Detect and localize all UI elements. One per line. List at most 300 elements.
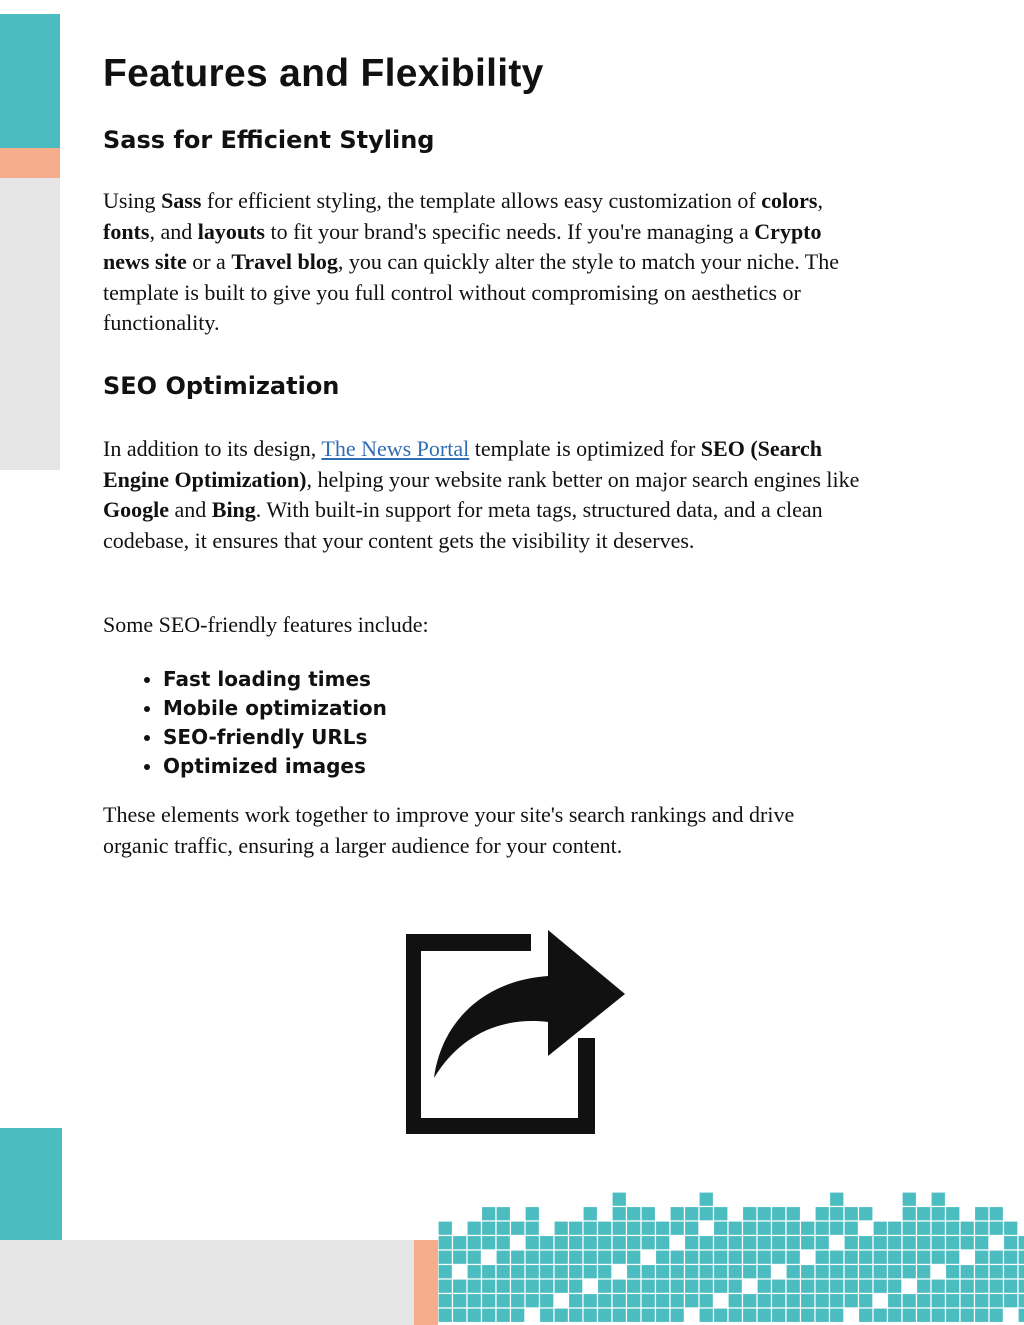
grid-cell (989, 1236, 1004, 1251)
grid-cell (685, 1207, 700, 1222)
grid-cell (627, 1250, 642, 1265)
grid-cell (931, 1250, 946, 1265)
grid-cell (960, 1294, 975, 1309)
grid-cell (699, 1221, 714, 1236)
grid-cell (743, 1221, 758, 1236)
grid-cell (496, 1207, 511, 1222)
grid-cell (1018, 1308, 1024, 1323)
gray-bottom-band (0, 1240, 414, 1325)
grid-cell (525, 1221, 540, 1236)
grid-cell (917, 1221, 932, 1236)
grid-cell (569, 1279, 584, 1294)
grid-cell (960, 1236, 975, 1251)
page-title: Features and Flexibility (103, 52, 544, 95)
grid-cell (743, 1207, 758, 1222)
grid-cell (612, 1221, 627, 1236)
grid-cell (482, 1221, 497, 1236)
grid-cell (801, 1265, 816, 1280)
grid-cell (975, 1308, 990, 1323)
grid-cell (511, 1265, 526, 1280)
grid-cell (612, 1294, 627, 1309)
grid-cell (830, 1279, 845, 1294)
grid-cell (453, 1265, 468, 1280)
grid-cell (496, 1236, 511, 1251)
grid-cell (757, 1221, 772, 1236)
grid-cell (772, 1265, 787, 1280)
grid-cell (1004, 1308, 1019, 1323)
bold-text: Google (103, 497, 169, 522)
grid-cell (801, 1279, 816, 1294)
grid-cell (699, 1250, 714, 1265)
grid-cell (1018, 1250, 1024, 1265)
grid-cell (772, 1308, 787, 1323)
grid-cell (612, 1207, 627, 1222)
grid-cell (815, 1265, 830, 1280)
grid-cell (960, 1308, 975, 1323)
grid-cell (772, 1207, 787, 1222)
grid-cell (656, 1308, 671, 1323)
grid-cell (1004, 1265, 1019, 1280)
grid-cell (554, 1221, 569, 1236)
grid-cell (873, 1308, 888, 1323)
grid-cell (627, 1265, 642, 1280)
list-item: • SEO-friendly URLs (163, 723, 387, 752)
grid-cell (772, 1250, 787, 1265)
bold-text: Travel blog (231, 249, 338, 274)
text-run: , helping your website rank better on major search engines like (306, 466, 860, 492)
grid-cell (1018, 1236, 1024, 1251)
grid-cell (699, 1207, 714, 1222)
grid-cell (467, 1279, 482, 1294)
grid-cell (931, 1265, 946, 1280)
grid-cell (467, 1294, 482, 1309)
grid-cell (554, 1250, 569, 1265)
grid-cell (554, 1308, 569, 1323)
grid-cell (815, 1279, 830, 1294)
grid-cell (728, 1265, 743, 1280)
grid-cell (801, 1236, 816, 1251)
grid-cell (482, 1265, 497, 1280)
grid-cell (467, 1236, 482, 1251)
grid-cell (685, 1221, 700, 1236)
grid-cell (859, 1221, 874, 1236)
grid-cell (525, 1236, 540, 1251)
grid-cell (757, 1236, 772, 1251)
grid-cell (975, 1250, 990, 1265)
grid-cell (786, 1265, 801, 1280)
features-intro: Some SEO-friendly features include: (103, 612, 429, 637)
grid-cell (902, 1279, 917, 1294)
grid-cell (873, 1265, 888, 1280)
text-run: , (817, 188, 823, 213)
grid-cell (931, 1279, 946, 1294)
grid-cell (540, 1308, 555, 1323)
grid-cell (1004, 1279, 1019, 1294)
grid-cell (902, 1265, 917, 1280)
bold-text: Bing (211, 497, 256, 522)
grid-cell (438, 1221, 453, 1236)
grid-cell (1018, 1265, 1024, 1280)
grid-cell (975, 1221, 990, 1236)
grid-cell (975, 1207, 990, 1222)
grid-cell (888, 1294, 903, 1309)
seo-features-list (103, 665, 387, 781)
grid-cell (757, 1308, 772, 1323)
grid-cell (815, 1236, 830, 1251)
grid-cell (844, 1294, 859, 1309)
grid-cell (467, 1250, 482, 1265)
grid-cell (931, 1294, 946, 1309)
grid-cell (975, 1265, 990, 1280)
grid-cell (467, 1221, 482, 1236)
grid-cell (496, 1279, 511, 1294)
grid-cell (612, 1279, 627, 1294)
grid-cell (1018, 1221, 1024, 1236)
grid-cell (859, 1207, 874, 1222)
grid-cell (656, 1265, 671, 1280)
grid-cell (453, 1250, 468, 1265)
grid-cell (917, 1308, 932, 1323)
text-run: and (169, 497, 212, 522)
grid-cell (888, 1265, 903, 1280)
grid-cell (902, 1192, 917, 1207)
grid-cell (482, 1294, 497, 1309)
grid-cell (801, 1250, 816, 1265)
grid-cell (525, 1250, 540, 1265)
teal-side-bar (0, 14, 60, 148)
grid-cell (612, 1308, 627, 1323)
grid-cell (844, 1250, 859, 1265)
grid-cell (772, 1294, 787, 1309)
grid-cell (656, 1294, 671, 1309)
grid-cell (728, 1279, 743, 1294)
grid-cell (757, 1250, 772, 1265)
grid-cell (685, 1250, 700, 1265)
list-item: • Fast loading times (163, 665, 387, 694)
grid-cell (554, 1279, 569, 1294)
grid-cell (641, 1308, 656, 1323)
section-heading-seo: SEO Optimization (103, 372, 340, 400)
grid-cell (438, 1236, 453, 1251)
grid-cell (598, 1294, 613, 1309)
grid-cell (830, 1308, 845, 1323)
grid-cell (569, 1250, 584, 1265)
grid-cell (830, 1236, 845, 1251)
text-run: , and (149, 218, 198, 244)
grid-cell (641, 1265, 656, 1280)
grid-cell (583, 1265, 598, 1280)
grid-cell (815, 1221, 830, 1236)
teal-bottom-bar (0, 1128, 62, 1240)
grid-cell (902, 1221, 917, 1236)
grid-cell (728, 1294, 743, 1309)
grid-cell (554, 1265, 569, 1280)
grid-cell (728, 1221, 743, 1236)
grid-cell (583, 1279, 598, 1294)
grid-cell (786, 1250, 801, 1265)
grid-cell (641, 1207, 656, 1222)
grid-cell (844, 1221, 859, 1236)
grid-cell (511, 1308, 526, 1323)
grid-cell (917, 1265, 932, 1280)
grid-cell (917, 1250, 932, 1265)
grid-cell (598, 1236, 613, 1251)
grid-cell (583, 1236, 598, 1251)
grid-cell (699, 1308, 714, 1323)
grid-cell (830, 1221, 845, 1236)
grid-cell (728, 1250, 743, 1265)
grid-cell (685, 1294, 700, 1309)
grid-cell (612, 1265, 627, 1280)
grid-cell (888, 1308, 903, 1323)
grid-cell (902, 1207, 917, 1222)
grid-cell (873, 1279, 888, 1294)
grid-cell (931, 1207, 946, 1222)
grid-cell (743, 1250, 758, 1265)
grid-cell (554, 1236, 569, 1251)
grid-cell (714, 1221, 729, 1236)
bold-text: fonts (103, 218, 150, 244)
grid-cell (438, 1294, 453, 1309)
grid-cell (888, 1221, 903, 1236)
grid-cell (989, 1279, 1004, 1294)
grid-cell (931, 1308, 946, 1323)
grid-cell (786, 1308, 801, 1323)
grid-cell (989, 1221, 1004, 1236)
grid-cell (801, 1221, 816, 1236)
grid-cell (859, 1236, 874, 1251)
grid-cell (641, 1236, 656, 1251)
grid-cell (670, 1236, 685, 1251)
grid-cell (830, 1192, 845, 1207)
grid-cell (772, 1221, 787, 1236)
grid-cell (873, 1294, 888, 1309)
grid-cell (554, 1294, 569, 1309)
grid-cell (786, 1221, 801, 1236)
grid-cell (1004, 1250, 1019, 1265)
grid-cell (859, 1279, 874, 1294)
grid-cell (960, 1265, 975, 1280)
grid-cell (670, 1265, 685, 1280)
grid-cell (482, 1279, 497, 1294)
news-portal-link[interactable]: The News Portal (321, 436, 470, 461)
grid-cell (699, 1294, 714, 1309)
grid-cell (873, 1236, 888, 1251)
grid-cell (685, 1308, 700, 1323)
grid-cell (888, 1250, 903, 1265)
grid-cell (627, 1308, 642, 1323)
grid-cell (757, 1192, 772, 1207)
list-item: • Optimized images (163, 752, 387, 781)
grid-cell (757, 1279, 772, 1294)
grid-cell (438, 1308, 453, 1323)
grid-cell (989, 1265, 1004, 1280)
grid-cell (815, 1308, 830, 1323)
grid-cell (656, 1221, 671, 1236)
pixel-grid-decoration (438, 1190, 1024, 1325)
grid-cell (656, 1236, 671, 1251)
grid-cell (902, 1250, 917, 1265)
grid-cell (786, 1236, 801, 1251)
grid-cell (757, 1265, 772, 1280)
grid-cell (438, 1250, 453, 1265)
document-content (103, 52, 863, 858)
text-run: or a (186, 249, 232, 274)
grid-cell (714, 1308, 729, 1323)
text-run: In addition to its design, (103, 436, 322, 461)
grid-cell (902, 1308, 917, 1323)
grid-cell (743, 1308, 758, 1323)
text-run: . With built-in support for meta tags, structured data, and a clean codebase, it ensures that your content gets the visibility it deserves. (103, 497, 823, 553)
grid-cell (989, 1250, 1004, 1265)
grid-cell (627, 1207, 642, 1222)
grid-cell (859, 1294, 874, 1309)
text-run: , you can quickly alter the style to match your niche. The template is built to give you full control without compromising on aesthetics or functionality. (103, 249, 840, 335)
grid-cell (685, 1265, 700, 1280)
grid-cell (670, 1207, 685, 1222)
grid-cell (931, 1221, 946, 1236)
grid-cell (757, 1294, 772, 1309)
text-run: template is optimized for (469, 436, 701, 461)
grid-cell (844, 1207, 859, 1222)
grid-cell (627, 1221, 642, 1236)
grid-cell (888, 1236, 903, 1251)
grid-cell (467, 1265, 482, 1280)
grid-cell (830, 1265, 845, 1280)
grid-cell (525, 1279, 540, 1294)
grid-cell (569, 1221, 584, 1236)
grid-cell (946, 1308, 961, 1323)
grid-cell (569, 1294, 584, 1309)
bold-text: Crypto news site (103, 218, 822, 274)
grid-cell (1018, 1294, 1024, 1309)
text-run: to fit your brand's specific needs. If you're managing a (264, 218, 755, 244)
grid-cell (641, 1294, 656, 1309)
text-run: Using (103, 188, 162, 213)
grid-cell (917, 1294, 932, 1309)
grid-cell (511, 1279, 526, 1294)
grid-cell (496, 1308, 511, 1323)
grid-cell (873, 1221, 888, 1236)
grid-cell (902, 1294, 917, 1309)
grid-cell (482, 1308, 497, 1323)
grid-cell (830, 1250, 845, 1265)
grid-cell (946, 1236, 961, 1251)
grid-cell (1004, 1294, 1019, 1309)
grid-cell (583, 1207, 598, 1222)
grid-cell (670, 1250, 685, 1265)
grid-cell (815, 1250, 830, 1265)
grid-cell (743, 1265, 758, 1280)
grid-cell (656, 1279, 671, 1294)
grid-cell (482, 1250, 497, 1265)
grid-cell (772, 1279, 787, 1294)
peach-side-bar (0, 148, 60, 178)
sass-paragraph (103, 186, 863, 339)
grid-cell (960, 1250, 975, 1265)
grid-cell (815, 1207, 830, 1222)
bold-text: SEO (Search Engine Optimization) (103, 436, 823, 492)
grid-cell (844, 1236, 859, 1251)
grid-cell (453, 1308, 468, 1323)
grid-cell (960, 1279, 975, 1294)
grid-cell (612, 1236, 627, 1251)
grid-cell (511, 1294, 526, 1309)
grid-cell (525, 1207, 540, 1222)
text-run: for efficient styling, the template allows easy customization of (201, 188, 762, 213)
grid-cell (583, 1308, 598, 1323)
grid-cell (438, 1279, 453, 1294)
grid-cell (670, 1279, 685, 1294)
grid-cell (540, 1221, 555, 1236)
grid-cell (496, 1221, 511, 1236)
grid-cell (728, 1236, 743, 1251)
grid-cell (989, 1207, 1004, 1222)
grid-cell (670, 1221, 685, 1236)
grid-cell (728, 1308, 743, 1323)
grid-cell (685, 1279, 700, 1294)
grid-cell (873, 1250, 888, 1265)
grid-cell (714, 1294, 729, 1309)
grid-cell (975, 1294, 990, 1309)
share-icon[interactable] (398, 928, 626, 1136)
grid-cell (438, 1265, 453, 1280)
grid-cell (830, 1294, 845, 1309)
grid-cell (598, 1265, 613, 1280)
grid-cell (612, 1250, 627, 1265)
seo-outro-paragraph: These elements work together to improve your site's search rankings and drive organic traffic, ensuring a larger audience for your content. (103, 802, 795, 858)
grid-cell (801, 1308, 816, 1323)
grid-cell (525, 1308, 540, 1323)
grid-cell (902, 1236, 917, 1251)
grid-cell (714, 1236, 729, 1251)
grid-cell (699, 1236, 714, 1251)
grid-cell (540, 1279, 555, 1294)
grid-cell (453, 1236, 468, 1251)
grid-cell (467, 1308, 482, 1323)
grid-cell (569, 1308, 584, 1323)
grid-cell (844, 1265, 859, 1280)
grid-cell (525, 1294, 540, 1309)
grid-cell (670, 1308, 685, 1323)
grid-cell (743, 1279, 758, 1294)
seo-paragraph (103, 434, 863, 556)
grid-cell (946, 1250, 961, 1265)
grid-cell (786, 1207, 801, 1222)
grid-cell (598, 1308, 613, 1323)
grid-cell (975, 1279, 990, 1294)
grid-cell (641, 1279, 656, 1294)
grid-cell (786, 1294, 801, 1309)
grid-cell (453, 1294, 468, 1309)
gray-side-bar (0, 178, 60, 470)
grid-cell (917, 1279, 932, 1294)
grid-cell (1004, 1221, 1019, 1236)
grid-cell (888, 1207, 903, 1222)
grid-cell (946, 1207, 961, 1222)
grid-cell (641, 1250, 656, 1265)
grid-cell (598, 1250, 613, 1265)
grid-cell (511, 1236, 526, 1251)
grid-cell (859, 1250, 874, 1265)
grid-cell (670, 1294, 685, 1309)
grid-cell (598, 1279, 613, 1294)
grid-cell (931, 1192, 946, 1207)
grid-cell (757, 1207, 772, 1222)
grid-cell (685, 1236, 700, 1251)
peach-bottom-band (414, 1240, 438, 1325)
grid-cell (714, 1265, 729, 1280)
